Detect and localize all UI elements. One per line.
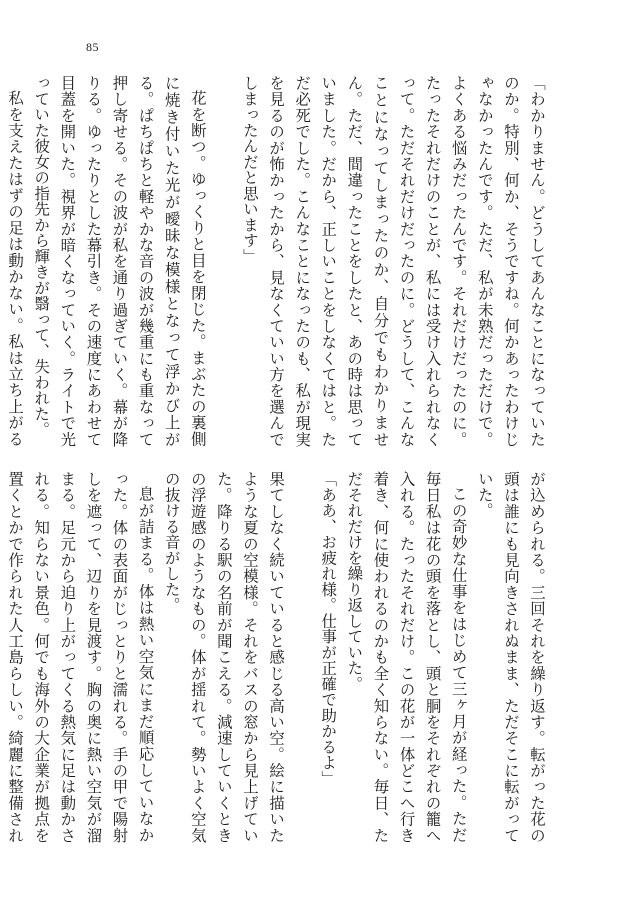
paragraph-spacer bbox=[289, 471, 315, 843]
body-paragraph: この奇妙な仕事をはじめて三ヶ月が経った。ただ毎日私は花の頭を落とし、頭と胴をそれぞれの籠へ入れる。たったそれだけ。この花が一体どこへ行き着き、何に使われるのかも全く知らない。毎日、ただそれだけを繰り返していた。 bbox=[345, 471, 468, 843]
dialogue-paragraph: 「ああ、お疲れ様。仕事が正確で助かるよ」 bbox=[319, 471, 338, 786]
body-paragraph-continued: が込められる。三回それを繰り返す。転がった花の頭は誰にも見向きされぬまま、ただそこに転がっていた。 bbox=[475, 471, 546, 843]
body-paragraph: 果てしなく続いていると感じる高い空。絵に描いたような夏の空模様。それをバスの窓から見上げていた。降りる駅の名前が聞こえる。減速していくときの浮遊感のようなもの。体が揺れて。勢いよく空気の抜ける音がした。 bbox=[162, 471, 286, 843]
body-paragraph: 花を断つ。ゆっくりと目を閉じた。まぶたの裏側に焼き付いた光が曖昧な模様となって浮かび上がる。ぱちぱちと軽やかな音の波が幾重にも重なって押し寄せる。その波が私を通り過ぎていく。幕が降りる。ゆったりとした幕引き。その速度にあわせて目蓋を開いた。視界が暗くなっていく。ライトで光っていた彼女の指先から輝きが翳って、失われた。 bbox=[32, 75, 207, 447]
paragraph-spacer bbox=[211, 75, 237, 447]
page-number: 85 bbox=[86, 40, 99, 54]
text-column-top bbox=[6, 75, 550, 447]
body-paragraph: 私を支えたはずの足は動かない。私は立ち上がる bbox=[6, 90, 25, 447]
text-column-bottom bbox=[6, 471, 550, 843]
body-paragraph: 息が詰まる。体は熱い空気にまだ順応していなかった。体の表面がじっとりと濡れる。手の甲で陽射しを遮って、辺りを見渡す。胸の奥に熱い空気が溜まる。足元から迫り上がってくる熱気に足は動かされる。知らない景色。何でも海外の大企業が拠点を置くとかで作られた人工島らしい。綺麗に整備され bbox=[6, 471, 155, 843]
dialogue-paragraph: 「わかりません。どうしてあんなことになっていたのか。特別、何か、そうですね。何かあったわけじゃなかったんです。ただ、私が未熟だっただけで。よくある悩みだったんです。それだけだったのに。たったそれだけのことが、私には受け入れられなくって。ただそれだけだったのに。どうして、こんなことになってしまったのか、自分でもわかりません。ただ、間違ったことをしたと、あの時は思っていました。だから、正しいことをしなくてはと。ただ必死でした。こんなことになったのも、私が現実を見るのが怖かったから、見なくていい方を選んでしまったんだと思います」 bbox=[240, 75, 546, 447]
